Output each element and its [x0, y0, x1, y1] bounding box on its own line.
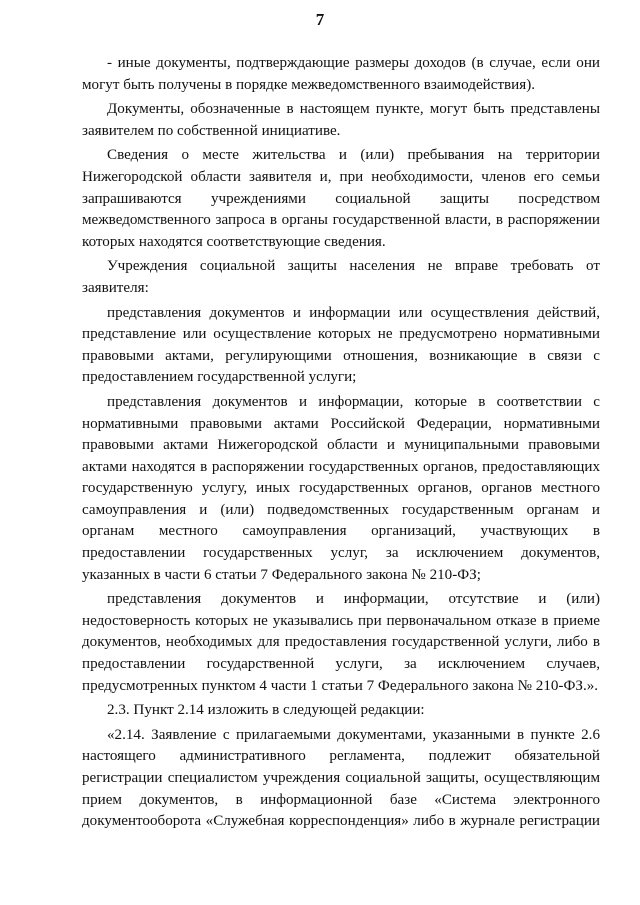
paragraph-other-documents: - иные документы, подтверждающие размеры доходов (в случае, если они могут быть получены в порядке межведомственного взаимодействия).	[82, 55, 600, 93]
page-number: 7	[315, 10, 325, 29]
paragraph-requirement-documents: представления документов и информации, которые в соответствии с нормативными правовыми актами Российской Федерации, нормативными правовыми актами Нижегородской области и муниципальными правовыми актами находятся в распоряжении государственных органов, предоставляющих государственную услугу, иных государственных органов, органов местного самоуправления и (или) подведомственных государственным органам и органам местного самоуправления организаций, участвующих в предоставлении государственных услуг, за исключением документов, указанных в части 6 статьи 7 Федерального закона № 210-ФЗ;	[82, 393, 600, 583]
paragraph-own-initiative: Документы, обозначенные в настоящем пункте, могут быть представлены заявителем по собственной инициативе.	[82, 101, 600, 139]
paragraph-section-2-14: «2.14. Заявление с прилагаемыми документами, указанными в пункте 2.6 настоящего административного регламента, подлежит обязательной регистрации специалистом учреждения социальной защиты, осуществляющим прием документов, в информационной базе «Система электронного документооборота «Служебная корреспонденция» либо в журнале регистрации	[82, 726, 600, 830]
paragraph-residence-info: Сведения о месте жительства и (или) пребывания на территории Нижегородской области заявителя и, при необходимости, членов его семьи запрашиваются учреждениями социальной защиты посредством межведомственного запроса в органы государственной власти, в распоряжении которых находятся соответствующие сведения.	[82, 147, 600, 250]
document-body	[82, 53, 600, 836]
paragraph-requirement-actions: представления документов и информации или осуществления действий, представление или осуществление которых не предусмотрено нормативными правовыми актами, регулирующими отношения, возникающие в связи с предоставлением государственной услуги;	[82, 304, 600, 386]
paragraph-section-2-3: 2.3. Пункт 2.14 изложить в следующей редакции:	[107, 702, 425, 719]
paragraph-not-entitled: Учреждения социальной защиты населения не вправе требовать от заявителя:	[82, 258, 600, 296]
paragraph-requirement-refusal: представления документов и информации, отсутствие и (или) недостоверность которых не указывались при первоначальном отказе в приеме документов, необходимых для предоставления государственной услуги, либо в предоставлении государственной услуги, за исключением случаев, предусмотренных пунктом 4 части 1 статьи 7 Федерального закона № 210-ФЗ.».	[82, 591, 600, 694]
